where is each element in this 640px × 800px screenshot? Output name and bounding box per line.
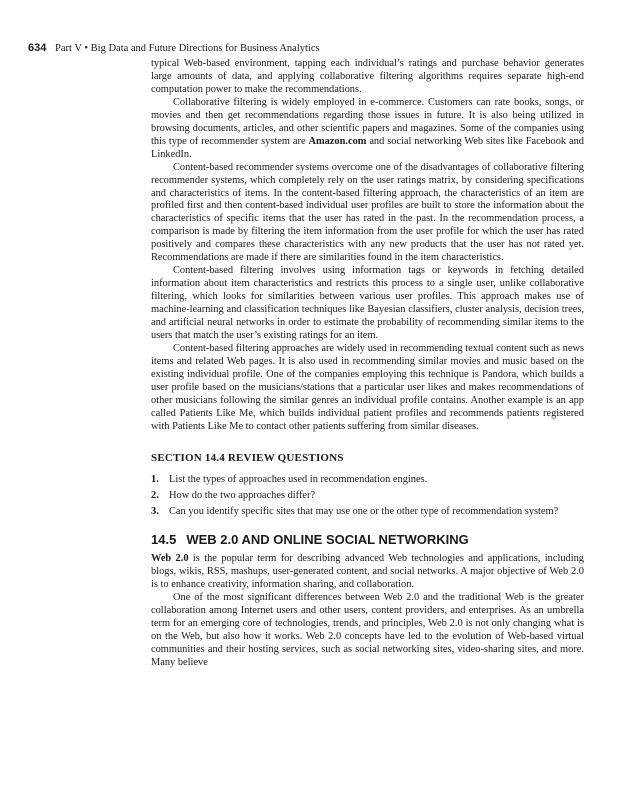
question-text: Can you identify specific sites that may use one or the other type of recommendation system? — [169, 505, 559, 517]
section-number: 14.5 — [151, 532, 177, 548]
emphasis-web20: Web 2.0 — [151, 553, 189, 565]
review-questions-heading: SECTION 14.4 REVIEW QUESTIONS — [151, 451, 344, 464]
review-question — [151, 506, 584, 519]
paragraph: Content-based recommender systems overcome one of the disadvantages of collaborative filtering recommender systems, which completely rely on the user ratings matrix, by considering specifications and characteristics of items. In the content-based filtering approach, the characteristics of an item are profiled first and then content-based individual user profiles are built to store the information about the characteristics of specific items that the user has rated in the past. In the recommendation process, a comparison is made by filtering the item information from the user profile for which the user has rated positively and compares these characteristics with any new products that the user has not rated yet. Recommendations are made if there are similarities found in the item characteristics. — [151, 161, 584, 264]
review-question — [151, 474, 584, 487]
running-title: Part V • Big Data and Future Directions for Business Analytics — [54, 43, 320, 54]
question-number: 1. — [151, 473, 159, 485]
emphasis-amazon: Amazon.com — [308, 135, 367, 147]
section-heading — [151, 534, 584, 547]
paragraph — [151, 553, 584, 592]
question-number: 3. — [151, 505, 159, 517]
page-body — [151, 58, 584, 670]
question-text: List the types of approaches used in recommendation engines. — [169, 473, 428, 485]
question-text: How do the two approaches differ? — [169, 489, 316, 501]
paragraph-text: Collaborative filtering is widely employed in e-commerce. Customers can rate books, songs, or movies and then get recommendations regarding those issues in future. It is also being utilized in browsing documents, articles, and other scientific papers and magazines. Some of the companies using this type of recommender system are — [151, 96, 584, 147]
paragraph-text: and social networking Web sites like Facebook and LinkedIn. — [151, 135, 584, 160]
paragraph: Content-based filtering involves using information tags or keywords in fetching detailed information about item characteristics and restricts this process to a single user, unlike collaborative filtering, which looks for similarities between various user profiles. This approach makes use of machine-learning and classification techniques like Bayesian classifiers, cluster analysis, decision trees, and artificial neural networks in order to estimate the probability of recommending similar items to the users that match the user’s existing ratings for an item. — [151, 265, 584, 342]
paragraph: One of the most significant differences between Web 2.0 and the traditional Web is the greater collaboration among Internet users and other users, content providers, and enterprises. As an umbrella term for an emerging core of technologies, trends, and principles, Web 2.0 is not only changing what is on the Web, but also how it works. Web 2.0 concepts have led to the evolution of Web-based virtual communities and their hosting services, such as social networking sites, video-sharing sites, and more. Many believe — [151, 592, 584, 669]
paragraph — [151, 97, 584, 162]
paragraph-text: is the popular term for describing advanced Web technologies and applications, including blogs, wikis, RSS, mashups, user-generated content, and social networks. A major objective of Web 2.0 is to enhance creativity, information sharing, and collaboration. — [151, 553, 585, 591]
question-number: 2. — [151, 489, 159, 501]
section-title: WEB 2.0 AND ONLINE SOCIAL NETWORKING — [186, 532, 469, 548]
review-question — [151, 490, 584, 503]
review-questions-list — [151, 474, 584, 519]
paragraph: Content-based filtering approaches are widely used in recommending textual content such as news items and related Web pages. It is also used in recommending similar movies and music based on the existing individual profile. One of the companies employing this technique is Pandora, which builds a user profile based on the musicians/stations that a particular user likes and makes recommendations of other musicians following the similar genres an individual profile contains. Another example is an app called Patients Like Me, which builds individual patient profiles and recommends patients registered with Patients Like Me to contact other patients suffering from similar diseases. — [151, 342, 584, 432]
page-number: 634 — [28, 42, 47, 54]
running-header — [28, 42, 612, 54]
paragraph: typical Web-based environment, tapping each individual’s ratings and purchase behavior generates large amounts of data, and applying collaborative filtering algorithms requires separate high-end computation power to make the recommendations. — [151, 58, 584, 95]
